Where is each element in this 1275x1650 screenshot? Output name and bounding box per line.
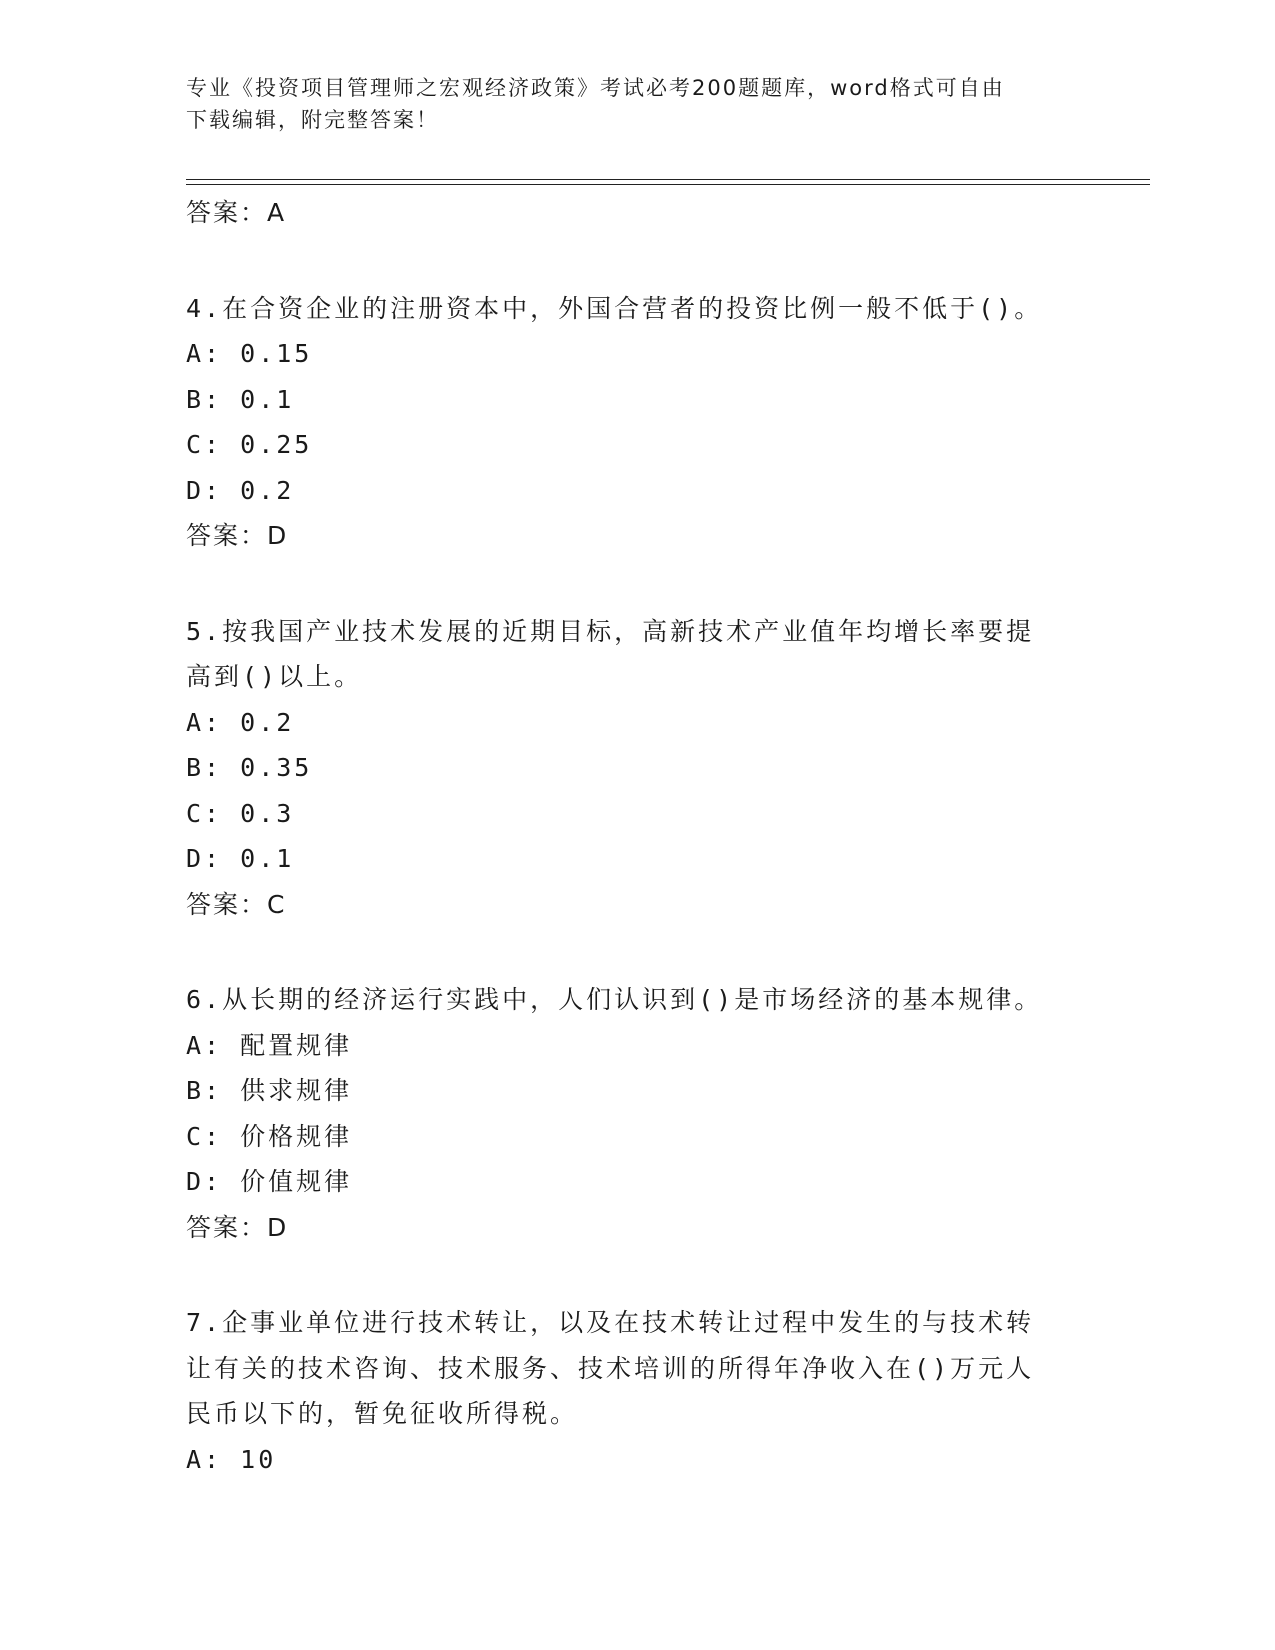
spacer: [186, 927, 1066, 977]
option-d: D: 0.2: [186, 475, 295, 505]
option-c: C: 0.25: [186, 430, 313, 459]
question-block: [186, 977, 1066, 1250]
question-stem: 4.在合资企业的注册资本中，外国合营者的投资比例一般不低于()。: [186, 293, 1043, 323]
header-line-1: 专业《投资项目管理师之宏观经济政策》考试必考200题题库，word格式可自由: [186, 76, 1005, 100]
header-line-2: 下载编辑，附完整答案！: [186, 108, 439, 132]
answer-line: 答案：D: [186, 1212, 289, 1242]
question-block: [186, 1300, 1066, 1482]
option-c: C: 0.3: [186, 798, 295, 828]
option-a: A: 0.15: [186, 339, 313, 368]
spacer: [186, 1250, 1066, 1300]
answer-line: 答案：A: [186, 198, 287, 227]
question-block: [186, 609, 1066, 928]
header-rule-bottom: [186, 184, 1150, 185]
option-b: B: 0.1: [186, 384, 295, 414]
document-body: [186, 190, 1066, 1482]
option-a: A: 配置规律: [186, 1030, 353, 1060]
spacer: [186, 559, 1066, 609]
option-c: C: 价格规律: [186, 1121, 353, 1151]
question-stem-continued: 高到()以上。: [186, 662, 363, 691]
answer-line: 答案：D: [186, 521, 289, 550]
option-b: B: 供求规律: [186, 1076, 353, 1105]
spacer: [186, 236, 1066, 286]
question-stem-continued: 让有关的技术咨询、技术服务、技术培训的所得年净收入在()万元人: [186, 1353, 1035, 1383]
option-d: D: 价值规律: [186, 1167, 353, 1196]
option-d: D: 0.1: [186, 844, 295, 873]
option-b: B: 0.35: [186, 753, 313, 782]
header-rule-top: [186, 179, 1150, 180]
question-stem: 5.按我国产业技术发展的近期目标，高新技术产业值年均增长率要提: [186, 616, 1035, 646]
document-header: [186, 72, 1066, 136]
option-a: A: 0.2: [186, 707, 295, 737]
question-block: [186, 286, 1066, 559]
question-stem: 7.企事业单位进行技术转让，以及在技术转让过程中发生的与技术转: [186, 1308, 1035, 1337]
question-stem: 6.从长期的经济运行实践中，人们认识到()是市场经济的基本规律。: [186, 985, 1043, 1014]
question-stem-continued: 民币以下的，暂免征收所得税。: [186, 1399, 579, 1428]
answer-line: 答案：C: [186, 889, 287, 919]
option-a: A: 10: [186, 1444, 277, 1474]
